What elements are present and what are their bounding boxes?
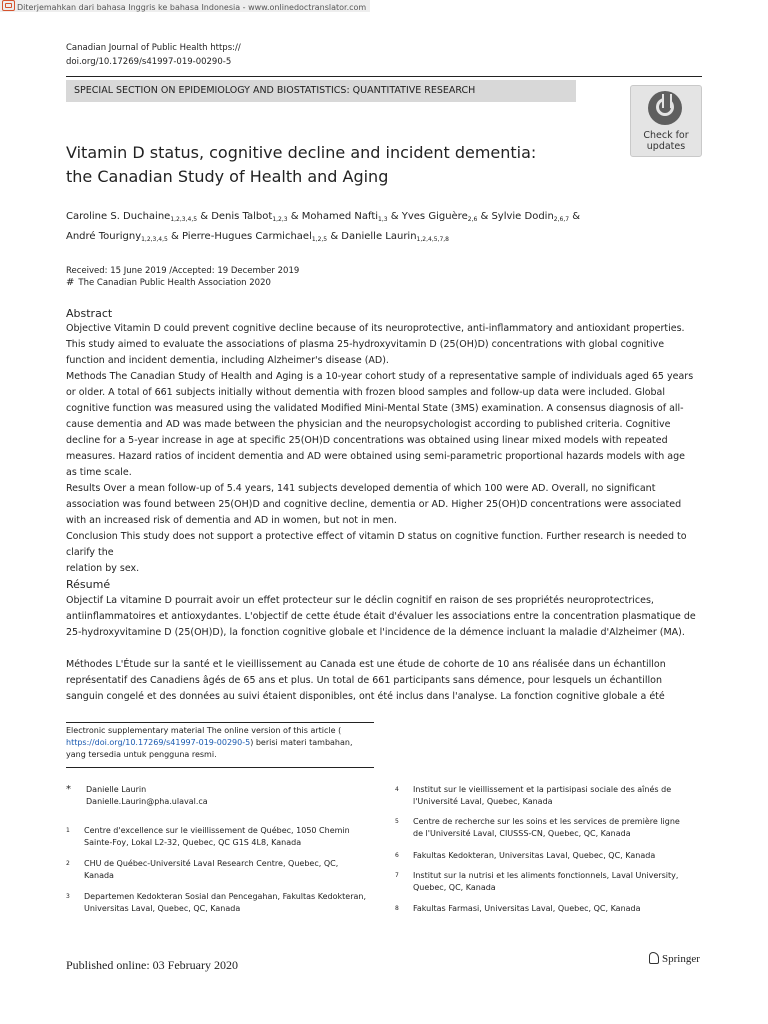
affiliation-item [395, 784, 705, 810]
journal-header [66, 41, 241, 69]
check-updates-line2: updates [646, 141, 686, 152]
affiliation-number: 4 [395, 786, 399, 793]
translation-banner[interactable] [0, 0, 370, 12]
resume-heading: Résumé [66, 578, 111, 591]
affiliation-number: 7 [395, 872, 399, 879]
affiliation-number: 3 [66, 893, 70, 900]
section-label: SPECIAL SECTION ON EPIDEMIOLOGY AND BIOSTATISTICS: QUANTITATIVE RESEARCH [66, 80, 576, 102]
affiliation-line2: Kanada [84, 871, 114, 880]
resume-body [66, 593, 706, 641]
affiliation-number: 1 [66, 827, 70, 834]
author-separator: & [287, 211, 302, 222]
resume-line: sanguin congelé et des données au suivi étaient disponibles, ont été inclus dans l'analyse. La fonction cognitive globale a été [66, 691, 665, 702]
publisher-name: Springer [662, 953, 700, 965]
author-separator: & [327, 231, 342, 242]
affiliation-item [66, 825, 366, 851]
resume-line: Méthodes L'Étude sur la santé et le vieillissement au Canada est une étude de cohorte de 10 ans réalisée dans un échantillon [66, 659, 666, 670]
affiliation-item [66, 891, 366, 917]
affiliation-item [395, 903, 705, 917]
abstract-line: as time scale. [66, 467, 132, 478]
abstract-line: Results Over a mean follow-up of 5.4 years, 141 subjects developed dementia of which 100 were AD. Overall, no significant [66, 483, 656, 494]
publisher-logo [649, 952, 700, 965]
resume-line: 25-hydroxyvitamine D (25(OH)D), la fonction cognitive globale et l'incidence de la démence incluant la maladie d'Alzheimer (MA). [66, 627, 685, 638]
author-separator: & [387, 211, 402, 222]
springer-horse-icon [649, 952, 659, 964]
author-separator: & [477, 211, 492, 222]
affiliation-number: 6 [395, 852, 399, 859]
author-name[interactable]: Danielle Laurin [341, 231, 417, 242]
esm-note [66, 725, 374, 761]
author-list [66, 208, 706, 248]
published-date: Published online: 03 February 2020 [66, 958, 238, 972]
corresponding-author [66, 784, 366, 810]
footnote-rule-top [66, 722, 374, 723]
corresponding-symbol: * [66, 784, 71, 795]
abstract-line: Conclusion This study does not support a protective effect of vitamin D status on cognitive function. Further research is needed to clarify the [66, 531, 687, 558]
affiliation-number: 8 [395, 905, 399, 912]
check-for-updates-icon [648, 91, 682, 125]
copyright-text: The Canadian Public Health Association 2020 [78, 278, 271, 288]
author-affiliation: 1,2,3 [272, 216, 288, 223]
author-affiliation: 1,3 [378, 216, 388, 223]
abstract-line: This study aimed to evaluate the associations of plasma 25-hydroxyvitamin D (25(OH)D) concentrations with global cognitive [66, 339, 665, 350]
copyright-symbol: # [66, 277, 75, 288]
check-for-updates-badge[interactable] [630, 85, 702, 157]
author-name[interactable]: Denis Talbot [211, 211, 273, 222]
abstract-line: with an increased risk of dementia and AD in women, but not in men. [66, 515, 397, 526]
author-name[interactable]: Yves Giguère [401, 211, 468, 222]
resume-methods [66, 657, 706, 705]
affiliation-line2: l'Université Laval, Quebec, Kanada [413, 797, 553, 806]
esm-doi-link[interactable]: https://doi.org/10.17269/s41997-019-00290-5 [66, 738, 251, 747]
affiliation-line1: Fakultas Farmasi, Universitas Laval, Quebec, QC, Kanada [413, 904, 641, 913]
footnote-rule-bottom [66, 767, 374, 768]
title-line1: Vitamin D status, cognitive decline and incident dementia: [66, 143, 537, 162]
header-rule [66, 76, 702, 77]
author-separator: & [167, 231, 182, 242]
journal-line1: Canadian Journal of Public Health https:// [66, 43, 241, 53]
affiliation-item [395, 850, 705, 864]
abstract-line: Objective Vitamin D could prevent cognitive decline because of its neuroprotective, anti-inflammatory and antioxidant properties. [66, 323, 685, 334]
corresponding-name: Danielle Laurin [86, 785, 147, 794]
author-affiliation: 1,2,3,4,5 [141, 236, 168, 243]
author-line2 [66, 228, 706, 248]
affiliation-line1: Departemen Kedokteran Sosial dan Pencegahan, Fakultas Kedokteran, [84, 892, 366, 901]
translate-icon [2, 0, 15, 11]
author-name[interactable]: Pierre-Hugues Carmichael [181, 231, 312, 242]
abstract-line: measures. Hazard ratios of incident dementia and AD were obtained using semi-parametric proportional hazards models with age [66, 451, 686, 462]
affiliation-line1: Fakultas Kedokteran, Universitas Laval, Quebec, QC, Kanada [413, 851, 656, 860]
abstract-line: association was found between 25(OH)D and cognitive decline, dementia or AD. Higher 25(OH)D concentrations were associated [66, 499, 682, 510]
affiliation-line2: Quebec, QC, Kanada [413, 883, 496, 892]
abstract-line: Methods The Canadian Study of Health and Aging is a 10-year cohort study of a representative sample of individuals aged 65 years [66, 371, 694, 382]
resume-line: antiinflammatoires et antioxydantes. L'objectif de cette étude était d'évaluer les associations entre la concentration plasmatique de [66, 611, 696, 622]
author-affiliation: 1,2,3,4,5 [170, 216, 198, 223]
abstract-body [66, 321, 706, 577]
affiliation-item [66, 858, 366, 884]
author-name[interactable]: Sylvie Dodin [491, 211, 554, 222]
banner-text: Diterjemahkan dari bahasa Inggris ke bahasa Indonesia - www.onlinedoctranslator.com [17, 3, 367, 12]
author-line1 [66, 208, 706, 228]
corresponding-email[interactable]: Danielle.Laurin@pha.ulaval.ca [86, 797, 208, 806]
affiliation-line1: Institut sur la nutrisi et les aliments fonctionnels, Laval University, [413, 871, 679, 880]
author-name[interactable]: Mohamed Nafti [301, 211, 379, 222]
affiliation-line2: Universitas Laval, Quebec, QC, Kanada [84, 904, 241, 913]
affiliation-number: 2 [66, 860, 70, 867]
author-name[interactable]: André Tourigny [66, 231, 142, 242]
abstract-heading: Abstract [66, 307, 113, 320]
esm-line1: Electronic supplementary material The online version of this article ( [66, 726, 342, 735]
affiliation-line2: de l'Université Laval, CIUSSS-CN, Quebec, QC, Kanada [413, 829, 631, 838]
title-line2: the Canadian Study of Health and Aging [66, 167, 389, 186]
esm-line2-rest: ) berisi materi tambahan, [250, 738, 353, 747]
abstract-line: cognitive function was measured using the validated Modified Mini-Mental State (3MS) examination. A consensus diagnosis of all- [66, 403, 684, 414]
author-separator: & [569, 211, 581, 222]
author-name[interactable]: Caroline S. Duchaine [66, 211, 171, 222]
journal-doi: doi.org/10.17269/s41997-019-00290-5 [66, 57, 232, 67]
author-affiliation: 2,6,7 [553, 216, 570, 223]
affiliation-line1: Institut sur le vieillissement et la partisipasi sociale des aînés de [413, 785, 672, 794]
affiliation-line1: Centre de recherche sur les soins et les services de première ligne [413, 817, 680, 826]
abstract-line: or older. A total of 661 subjects initially without dementia with frozen blood samples and follow-up data were included. Global [66, 387, 666, 398]
author-affiliation: 1,2,4,5,7,8 [416, 236, 449, 243]
article-title [66, 141, 566, 189]
copyright-line [66, 276, 271, 290]
esm-line3: yang tersedia untuk pengguna resmi. [66, 750, 217, 759]
abstract-line: decline for a 5-year increase in age at specific 25(OH)D concentrations was obtained using linear mixed models with repeated [66, 435, 668, 446]
affiliation-item [395, 870, 705, 896]
check-updates-line1: Check for [643, 130, 689, 141]
author-affiliation: 1,2,5 [311, 236, 328, 243]
resume-line: Objectif La vitamine D pourrait avoir un effet protecteur sur le déclin cognitif en raison de ses propriétés neuroprotectrices, [66, 595, 654, 606]
affiliation-line2: Sainte-Foy, Lokal L2-32, Quebec, QC G1S 4L8, Kanada [84, 838, 302, 847]
abstract-line: cause dementia and AD was made between the physician and the neuropsychologist according to published criteria. Cognitive [66, 419, 671, 430]
abstract-line: relation by sex. [66, 563, 140, 574]
affiliation-number: 5 [395, 818, 399, 825]
affiliation-line1: CHU de Québec-Université Laval Research Centre, Quebec, QC, [84, 859, 339, 868]
abstract-line: function and incident dementia, including Alzheimer's disease (AD). [66, 355, 389, 366]
received-dates: Received: 15 June 2019 /Accepted: 19 December 2019 [66, 266, 300, 276]
esm-line2 [66, 737, 374, 749]
resume-line: représentatif des Canadiens âgés de 65 ans et plus. Un total de 661 participants sans démence, pour lesquels un échantillon [66, 675, 662, 686]
author-affiliation: 2,6 [467, 216, 478, 223]
affiliation-item [395, 816, 705, 842]
author-separator: & [197, 211, 212, 222]
affiliation-line1: Centre d'excellence sur le vieillissement de Québec, 1050 Chemin [84, 826, 350, 835]
